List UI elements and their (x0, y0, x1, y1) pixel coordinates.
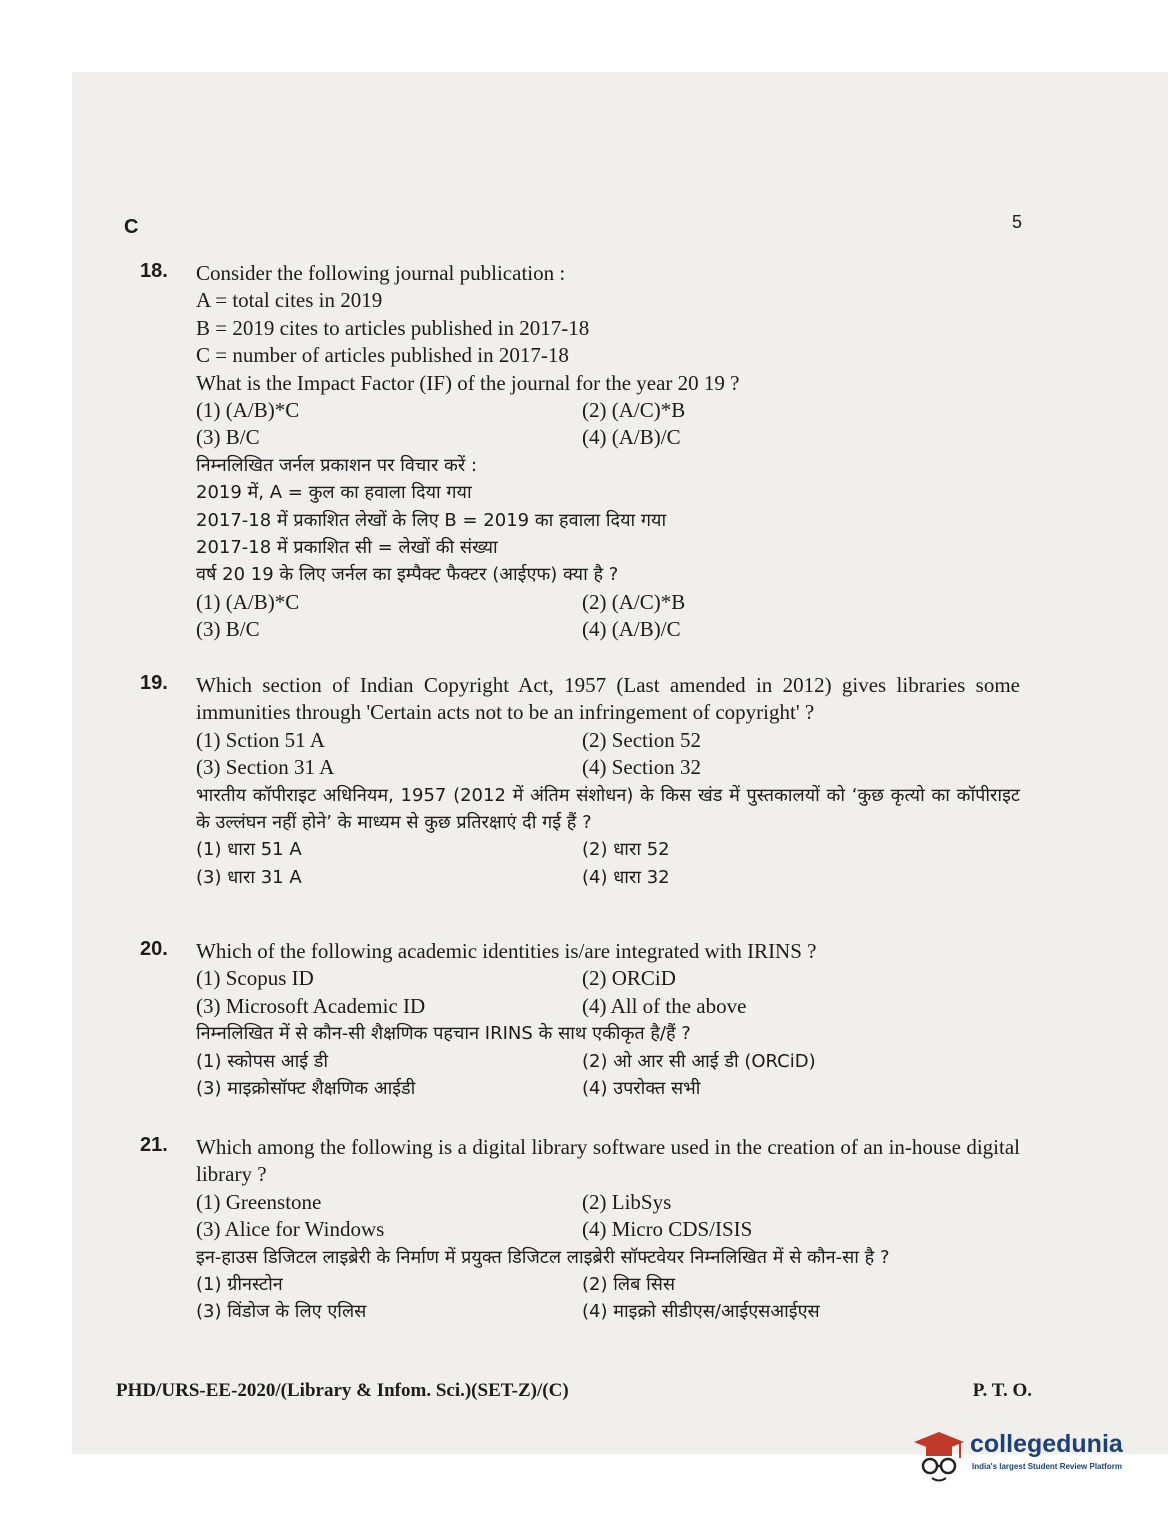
options-hindi (196, 589, 1020, 644)
option: (4) Section 32 (582, 755, 701, 780)
option: (3) Section 31 A (196, 755, 335, 780)
question-number: 21. (140, 1134, 168, 1156)
option: (2) (A/C)*B (582, 398, 686, 423)
question-text: Which among the following is a digital library software used in the creation of an in-house digital library ? (196, 1135, 1020, 1187)
options-hindi (196, 1048, 1020, 1103)
question-text-line: C = number of articles published in 2017-18 (196, 343, 569, 368)
question-text-line: A = total cites in 2019 (196, 288, 383, 313)
option: (2) (A/C)*B (582, 589, 686, 614)
option: (1) (A/B)*C (196, 398, 300, 423)
option: (4) Micro CDS/ISIS (582, 1217, 753, 1242)
option: (2) लिब सिस (582, 1274, 676, 1296)
hindi-question-text: निम्नलिखित में से कौन-सी शैक्षणिक पहचान IRINS के साथ एकीकृत है/हैं ? (196, 1023, 691, 1045)
graduate-cap-face-icon (912, 1428, 966, 1484)
option: (1) Sction 51 A (196, 727, 325, 752)
options-english (196, 1189, 1020, 1244)
option: (1) Greenstone (196, 1189, 322, 1214)
option: (4) उपरोक्त सभी (582, 1078, 701, 1100)
brand-name: collegedunia (970, 1430, 1123, 1458)
option: (3) Microsoft Academic ID (196, 993, 426, 1018)
hindi-question-text: भारतीय कॉपीराइट अधिनियम, 1957 (2012 में अंतिम संशोधन) के किस खंड में पुस्तकालयों को ‘कुछ कृत्यो का कॉपीराइट के उल्लंघन नहीं होने’ के माध्यम से कुछ प्रतिरक्षाएं दी गई हैं ? (196, 784, 1020, 834)
option: (4) माइक्रो सीडीएस/आईएसआईएस (582, 1301, 820, 1323)
options-hindi (196, 1271, 1020, 1326)
options-english (196, 727, 1020, 782)
option: (1) (A/B)*C (196, 589, 300, 614)
question-text: Which section of Indian Copyright Act, 1957 (Last amended in 2012) gives libraries some immunities through 'Certain acts not to be an infringement of copyright' ? (196, 673, 1020, 725)
option: (1) धारा 51 A (196, 839, 302, 861)
hindi-text-line: 2017-18 में प्रकाशित लेखों के लिए B = 2019 का हवाला दिया गया (196, 509, 667, 531)
brand-tagline: India's largest Student Review Platform (972, 1462, 1122, 1471)
option: (4) (A/B)/C (582, 425, 681, 450)
option: (1) ग्रीनस्टोन (196, 1274, 283, 1296)
options-english (196, 397, 1020, 452)
hindi-question-text: इन-हाउस डिजिटल लाइब्रेरी के निर्माण में प्रयुक्त डिजिटल लाइब्रेरी सॉफ्टवेयर निम्नलिखित में से कौन-सा है ? (196, 1246, 890, 1268)
option: (3) B/C (196, 425, 260, 450)
hindi-text-line: वर्ष 20 19 के लिए जर्नल का इम्पैक्ट फैक्टर (आईएफ) क्या है ? (196, 564, 619, 586)
options-english (196, 965, 1020, 1020)
collegedunia-watermark (912, 1428, 1142, 1488)
question-text-line: B = 2019 cites to articles published in 2017-18 (196, 315, 590, 340)
option: (3) धारा 31 A (196, 866, 302, 888)
option: (4) All of the above (582, 993, 747, 1018)
option: (4) (A/B)/C (582, 617, 681, 642)
option: (1) Scopus ID (196, 966, 314, 991)
option: (3) B/C (196, 617, 260, 642)
option: (3) विंडोज के लिए एलिस (196, 1301, 367, 1323)
option: (2) धारा 52 (582, 839, 670, 861)
option: (2) ORCiD (582, 966, 676, 991)
question-text-line: Consider the following journal publication : (196, 261, 566, 285)
question-number: 19. (140, 672, 168, 694)
set-letter: C (124, 216, 139, 238)
option: (2) Section 52 (582, 727, 701, 752)
option: (1) स्कोपस आई डी (196, 1050, 329, 1072)
page-number: 5 (1012, 212, 1023, 232)
option: (3) माइक्रोसॉफ्ट शैक्षणिक आईडी (196, 1078, 416, 1100)
question-number: 20. (140, 938, 168, 960)
option: (3) Alice for Windows (196, 1217, 385, 1242)
paper-code: PHD/URS-EE-2020/(Library & Infom. Sci.)(SET-Z)/(C) (116, 1380, 569, 1401)
question-number: 18. (140, 260, 168, 282)
options-hindi (196, 836, 1020, 891)
option: (2) LibSys (582, 1189, 672, 1214)
option: (4) धारा 32 (582, 866, 670, 888)
please-turn-over: P. T. O. (972, 1380, 1032, 1401)
hindi-text-line: 2019 में, A = कुल का हवाला दिया गया (196, 482, 472, 504)
question-text: Which of the following academic identities is/are integrated with IRINS ? (196, 939, 817, 963)
hindi-text-line: 2017-18 में प्रकाशित सी = लेखों की संख्या (196, 537, 498, 559)
hindi-text-line: निम्नलिखित जर्नल प्रकाशन पर विचार करें : (196, 454, 478, 476)
option: (2) ओ आर सी आई डी (ORCiD) (582, 1050, 816, 1072)
question-text-line: What is the Impact Factor (IF) of the journal for the year 20 19 ? (196, 370, 740, 395)
